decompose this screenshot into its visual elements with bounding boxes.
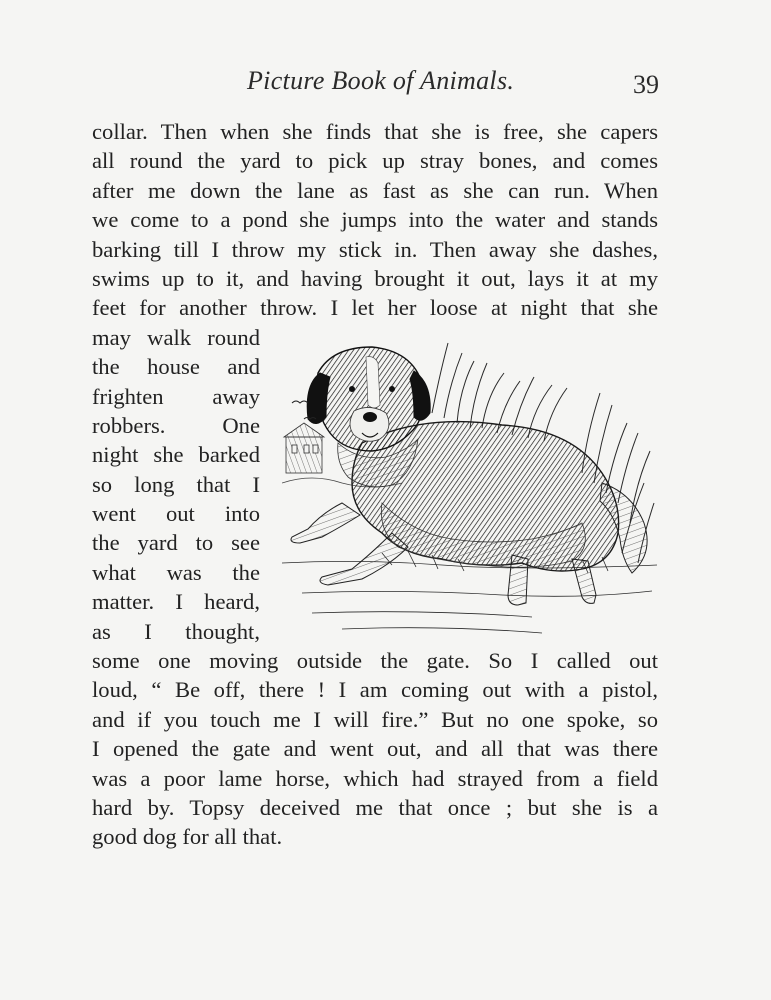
text-line: hard by. Topsy deceived me that once ; but she is a <box>92 794 658 820</box>
dog-engraving-svg <box>282 333 657 645</box>
text-line-wrapped: what was the <box>92 559 260 585</box>
text-line-wrapped: matter. I heard, <box>92 589 260 615</box>
dog-engraving-illustration <box>282 333 657 645</box>
text-line: we come to a pond she jumps into the water and stands <box>92 207 658 233</box>
text-line-wrapped: as I thought, <box>92 618 260 644</box>
page-header <box>0 66 771 106</box>
text-line: loud, “ Be off, there ! I am coming out with a pistol, <box>92 677 658 703</box>
text-line: some one moving outside the gate. So I called out <box>92 648 658 674</box>
text-line: barking till I throw my stick in. Then away she dashes, <box>92 236 658 262</box>
text-line-wrapped: the yard to see <box>92 530 260 556</box>
text-line-wrapped: so long that I <box>92 471 260 497</box>
text-line-wrapped: frighten away <box>92 383 260 409</box>
text-line: collar. Then when she finds that she is free, she capers <box>92 119 658 144</box>
text-line: was a poor lame horse, which had strayed from a field <box>92 765 658 791</box>
text-line-wrapped: may walk round <box>92 324 260 350</box>
text-line: feet for another throw. I let her loose at night that she <box>92 295 658 321</box>
text-line: after me down the lane as fast as she can run. When <box>92 177 658 203</box>
text-line: swims up to it, and having brought it out, lays it at my <box>92 265 658 291</box>
distant-house <box>284 423 324 473</box>
text-line-wrapped: the house and <box>92 354 260 380</box>
text-line: all round the yard to pick up stray bones, and comes <box>92 148 658 174</box>
text-line: and if you touch me I will fire.” But no one spoke, so <box>92 706 658 732</box>
text-line-final: good dog for all that. <box>92 824 283 850</box>
running-title: Picture Book of Animals. <box>247 66 515 95</box>
text-line-wrapped: night she barked <box>92 442 260 468</box>
text-line-wrapped: robbers. One <box>92 412 260 438</box>
text-line-wrapped: went out into <box>92 501 260 527</box>
page-number: 39 <box>633 70 659 99</box>
text-line: I opened the gate and went out, and all that was there <box>92 736 658 762</box>
